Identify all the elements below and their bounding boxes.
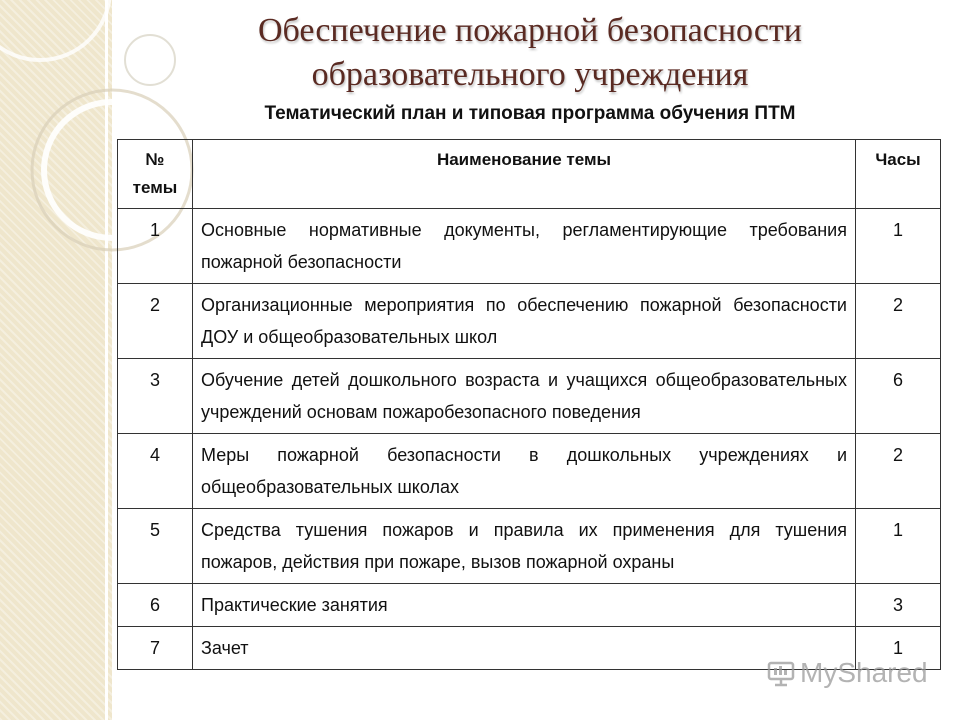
header-num-label: темы bbox=[132, 178, 178, 197]
table-row bbox=[118, 209, 941, 284]
table-row bbox=[118, 284, 941, 359]
row-topic-name: Обучение детей дошкольного возраста и учащихся общеобразовательных учреждений основам пожаробезопасного поведения bbox=[193, 359, 856, 434]
row-topic-name: Зачет bbox=[193, 627, 856, 670]
header-hours: Часы bbox=[856, 140, 941, 209]
table-row bbox=[118, 434, 941, 509]
row-number: 1 bbox=[118, 209, 193, 284]
row-topic-name: Практические занятия bbox=[193, 584, 856, 627]
table-row bbox=[118, 359, 941, 434]
watermark-text: MyShared bbox=[800, 657, 928, 688]
row-number: 2 bbox=[118, 284, 193, 359]
table-row bbox=[118, 584, 941, 627]
slide-title-line1: Обеспечение пожарной безопасности bbox=[257, 12, 803, 49]
row-topic-name: Организационные мероприятия по обеспечению пожарной безопасности ДОУ и общеобразовательных школ bbox=[193, 284, 856, 359]
header-topic-name: Наименование темы bbox=[193, 140, 856, 209]
row-hours: 1 bbox=[856, 627, 941, 670]
table-row bbox=[118, 509, 941, 584]
slide-subtitle: Тематический план и типовая программа обучения ПТМ bbox=[264, 103, 796, 124]
watermark bbox=[766, 655, 928, 691]
thematic-plan-table bbox=[117, 139, 941, 670]
row-number: 3 bbox=[118, 359, 193, 434]
row-hours: 2 bbox=[856, 434, 941, 509]
slide-title-line2: образовательного учреждения bbox=[311, 56, 749, 93]
row-hours: 3 bbox=[856, 584, 941, 627]
row-hours: 1 bbox=[856, 209, 941, 284]
header-num-symbol: № bbox=[145, 150, 165, 169]
row-hours: 2 bbox=[856, 284, 941, 359]
row-number: 7 bbox=[118, 627, 193, 670]
row-hours: 1 bbox=[856, 509, 941, 584]
table-header-row bbox=[118, 140, 941, 209]
row-number: 6 bbox=[118, 584, 193, 627]
row-number: 5 bbox=[118, 509, 193, 584]
row-hours: 6 bbox=[856, 359, 941, 434]
presentation-board-icon bbox=[766, 658, 796, 688]
row-topic-name: Средства тушения пожаров и правила их применения для тушения пожаров, действия при пожаре, вызов пожарной охраны bbox=[193, 509, 856, 584]
row-topic-name: Основные нормативные документы, регламентирующие требования пожарной безопасности bbox=[193, 209, 856, 284]
row-number: 4 bbox=[118, 434, 193, 509]
row-topic-name: Меры пожарной безопасности в дошкольных учреждениях и общеобразовательных школах bbox=[193, 434, 856, 509]
header-topic-number bbox=[118, 140, 193, 209]
